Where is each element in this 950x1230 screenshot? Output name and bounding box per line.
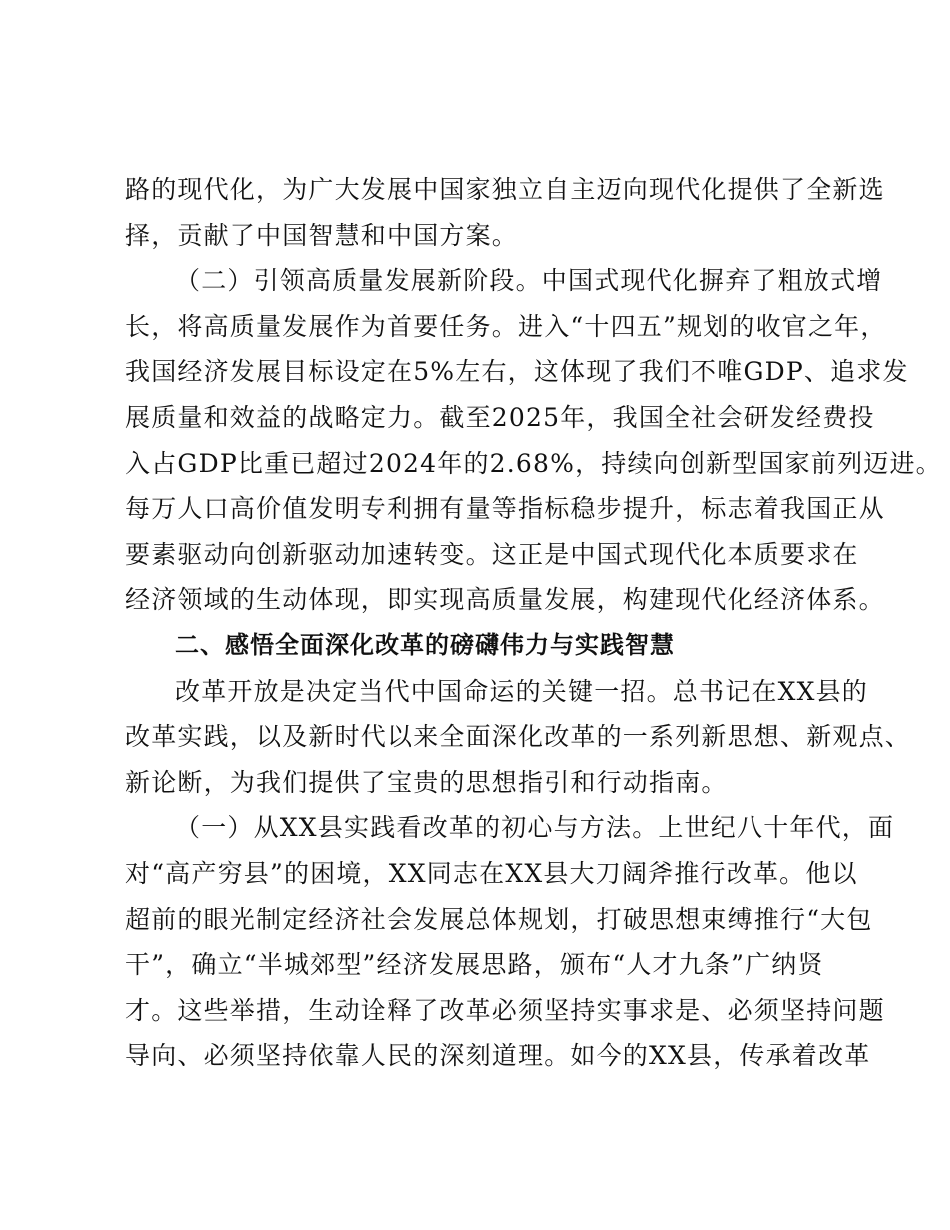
paragraph-start-line: 改革开放是决定当代中国命运的关键一招。总书记在XX县的 — [175, 676, 868, 706]
text-line: 改革实践，以及新时代以来全面深化改革的一系列新思想、新观点、 — [125, 722, 912, 752]
text-line: 要素驱动向创新驱动加速转变。这正是中国式现代化本质要求在 — [125, 539, 859, 569]
paragraph-start-line: （一）从XX县实践看改革的初心与方法。上世纪八十年代，面 — [175, 813, 895, 843]
text-line: 路的现代化，为广大发展中国家独立自主迈向现代化提供了全新选 — [125, 175, 885, 204]
text-line: 才。这些举措，生动诠释了改革必须坚持实事求是、必须坚持问题 — [125, 995, 885, 1025]
text-line: 每万人口高价值发明专利拥有量等指标稳步提升，标志着我国正从 — [125, 494, 885, 524]
text-line: 超前的眼光制定经济社会发展总体规划，打破思想束缚推行“大包 — [125, 904, 873, 934]
text-line: 入占GDP比重已超过2024年的2.68%，持续向创新型国家前列迈进。 — [125, 448, 942, 478]
text-line: 长，将高质量发展作为首要任务。进入“十四五”规划的收官之年， — [125, 311, 887, 341]
section-heading: 二、感悟全面深化改革的磅礴伟力与实践智慧 — [175, 630, 675, 659]
text-line: 导向、必须坚持依靠人民的深刻道理。如今的XX县，传承着改革 — [125, 1041, 871, 1071]
text-line: 干”，确立“半城郊型”经济发展思路，颁布“人才九条”广纳贤 — [125, 950, 824, 980]
text-line: 对“高产穷县”的困境，XX同志在XX县大刀阔斧推行改革。他以 — [125, 858, 858, 888]
text-line: 经济领域的生动体现，即实现高质量发展，构建现代化经济体系。 — [125, 585, 885, 615]
text-line: 择，贡献了中国智慧和中国方案。 — [125, 220, 519, 250]
text-line: 我国经济发展目标设定在5%左右，这体现了我们不唯GDP、追求发 — [125, 357, 909, 387]
text-line: 新论断，为我们提供了宝贵的思想指引和行动指南。 — [125, 767, 728, 797]
text-line: 展质量和效益的战略定力。截至2025年，我国全社会研发经费投 — [125, 402, 875, 432]
paragraph-start-line: （二）引领高质量发展新阶段。中国式现代化摒弃了粗放式增 — [175, 266, 883, 296]
document-body — [125, 167, 942, 1079]
